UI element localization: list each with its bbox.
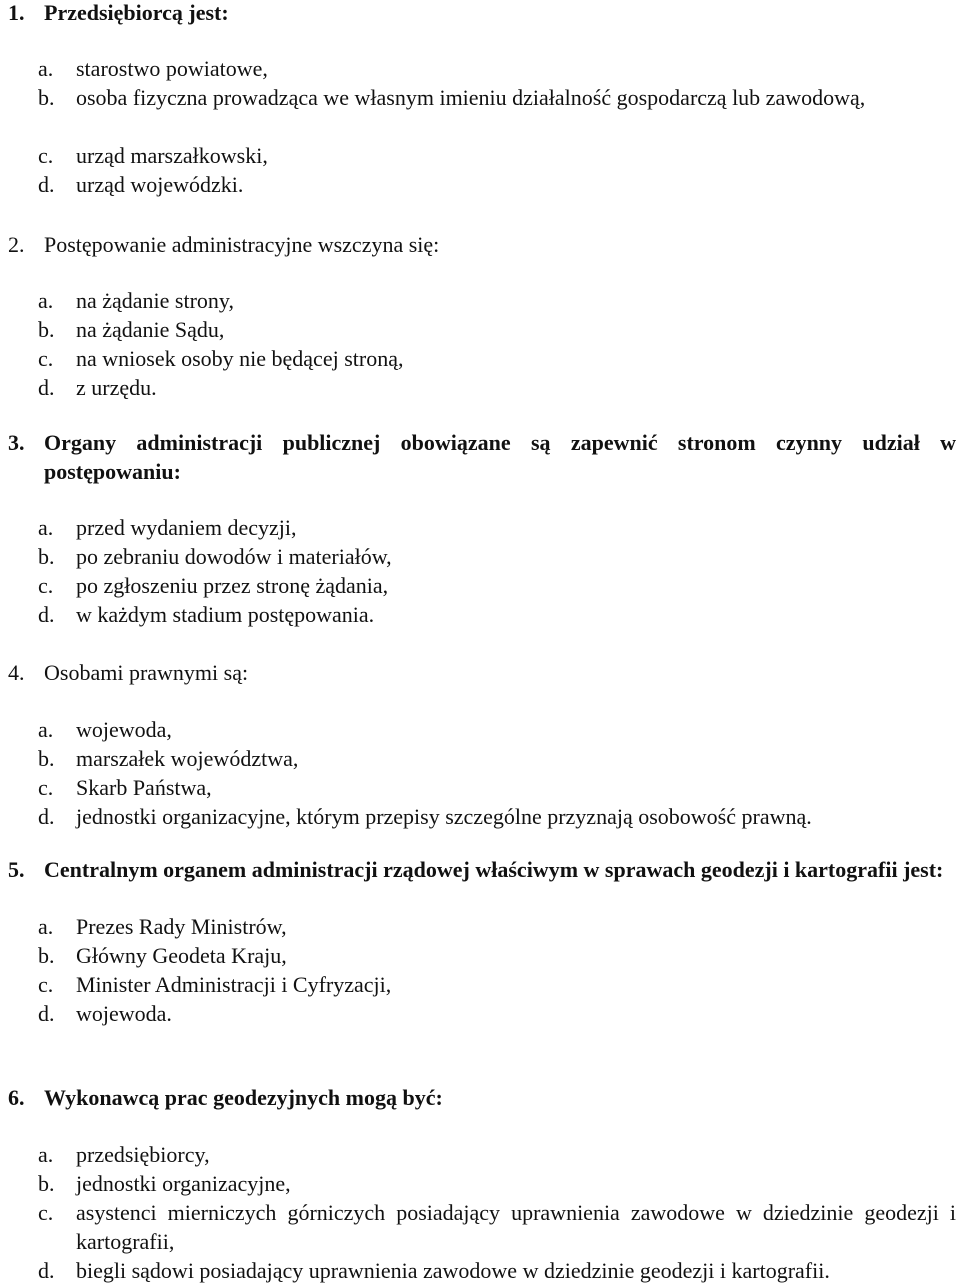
question-number: 2. (8, 232, 25, 257)
answer-text: na wniosek osoby nie będącej stroną, (76, 346, 404, 371)
answer-option (0, 571, 960, 600)
question-number: 4. (8, 660, 25, 685)
answer-text: Prezes Rady Ministrów, (76, 914, 287, 939)
answer-text: urząd marszałkowski, (76, 143, 268, 168)
answer-option (0, 744, 960, 773)
answer-letter: c. (38, 346, 54, 371)
answer-text: asystenci mierniczych górniczych posiadający uprawnienia zawodowe w dziedzinie geodezji i kartografii, (76, 1200, 956, 1254)
answer-letter: d. (38, 375, 55, 400)
answer-option (0, 315, 960, 344)
answer-option (0, 54, 960, 83)
answer-letter: d. (38, 1001, 55, 1026)
question-text: Wykonawcą prac geodezyjnych mogą być: (44, 1085, 443, 1110)
answer-text: osoba fizyczna prowadząca we własnym imieniu działalność gospodarczą lub zawodową, (76, 85, 866, 110)
question-text: Osobami prawnymi są: (44, 660, 249, 685)
answer-list (0, 513, 960, 629)
answer-letter: c. (38, 143, 54, 168)
answer-text: Skarb Państwa, (76, 775, 212, 800)
answer-text: po zebraniu dowodów i materiałów, (76, 544, 392, 569)
answer-option (0, 344, 960, 373)
answer-option (0, 600, 960, 629)
answer-option (0, 170, 960, 199)
question-2 (0, 230, 960, 402)
answer-list (0, 54, 960, 199)
answer-option (0, 1169, 960, 1198)
answer-list (0, 1140, 960, 1285)
answer-text: starostwo powiatowe, (76, 56, 268, 81)
answer-letter: a. (38, 914, 54, 939)
answer-letter: a. (38, 56, 54, 81)
answer-option (0, 542, 960, 571)
answer-text: w każdym stadium postępowania. (76, 602, 375, 627)
answer-option (0, 373, 960, 402)
answer-letter: c. (38, 972, 54, 997)
answer-option (0, 715, 960, 744)
answer-text: marszałek województwa, (76, 746, 299, 771)
question-6 (0, 1083, 960, 1285)
answer-text: jednostki organizacyjne, (76, 1171, 291, 1196)
answer-option (0, 1198, 960, 1256)
answer-option (0, 141, 960, 170)
answer-list (0, 286, 960, 402)
answer-list (0, 715, 960, 831)
question-heading (0, 1083, 960, 1112)
answer-option (0, 802, 960, 831)
question-heading (0, 658, 960, 687)
answer-text: urząd wojewódzki. (76, 172, 244, 197)
answer-letter: b. (38, 544, 55, 569)
question-text: Centralnym organem administracji rządowej właściwym w sprawach geodezji i kartografii jest: (44, 857, 944, 882)
question-number: 1. (8, 0, 25, 25)
question-heading (0, 855, 960, 884)
answer-text: z urzędu. (76, 375, 157, 400)
question-4 (0, 658, 960, 831)
answer-letter: a. (38, 717, 54, 742)
answer-option (0, 999, 960, 1028)
question-number: 5. (8, 857, 25, 882)
answer-option (0, 286, 960, 315)
answer-option (0, 1256, 960, 1285)
answer-letter: d. (38, 602, 55, 627)
question-text: Przedsiębiorcą jest: (44, 0, 229, 25)
answer-list (0, 912, 960, 1028)
question-number: 3. (8, 430, 25, 455)
answer-letter: c. (38, 1200, 54, 1225)
answer-option (0, 773, 960, 802)
answer-text: przedsiębiorcy, (76, 1142, 210, 1167)
question-heading (0, 0, 960, 27)
answer-letter: d. (38, 172, 55, 197)
answer-text: wojewoda, (76, 717, 172, 742)
answer-letter: b. (38, 943, 55, 968)
answer-letter: b. (38, 1171, 55, 1196)
answer-text: na żądanie Sądu, (76, 317, 225, 342)
answer-option (0, 513, 960, 542)
answer-letter: d. (38, 804, 55, 829)
answer-letter: a. (38, 515, 54, 540)
question-heading (0, 428, 960, 486)
answer-text: na żądanie strony, (76, 288, 235, 313)
question-text: Postępowanie administracyjne wszczyna się: (44, 232, 440, 257)
answer-letter: a. (38, 288, 54, 313)
answer-letter: b. (38, 317, 55, 342)
answer-text: jednostki organizacyjne, którym przepisy szczególne przyznają osobowość prawną. (76, 804, 812, 829)
question-3 (0, 428, 960, 629)
answer-text: po zgłoszeniu przez stronę żądania, (76, 573, 389, 598)
question-number: 6. (8, 1085, 25, 1110)
question-1 (0, 0, 960, 199)
answer-text: Główny Geodeta Kraju, (76, 943, 287, 968)
answer-text: Minister Administracji i Cyfryzacji, (76, 972, 392, 997)
answer-option (0, 83, 960, 141)
answer-letter: d. (38, 1258, 55, 1283)
answer-option (0, 912, 960, 941)
answer-letter: c. (38, 573, 54, 598)
answer-letter: c. (38, 775, 54, 800)
answer-option (0, 970, 960, 999)
answer-option (0, 1140, 960, 1169)
answer-letter: b. (38, 85, 55, 110)
answer-text: biegli sądowi posiadający uprawnienia zawodowe w dziedzinie geodezji i kartografii. (76, 1258, 830, 1283)
answer-option (0, 941, 960, 970)
question-text: Organy administracji publicznej obowiązane są zapewnić stronom czynny udział w postępowaniu: (44, 430, 956, 484)
answer-text: wojewoda. (76, 1001, 172, 1026)
question-heading (0, 230, 960, 259)
answer-text: przed wydaniem decyzji, (76, 515, 297, 540)
answer-letter: b. (38, 746, 55, 771)
answer-letter: a. (38, 1142, 54, 1167)
question-5 (0, 855, 960, 1028)
